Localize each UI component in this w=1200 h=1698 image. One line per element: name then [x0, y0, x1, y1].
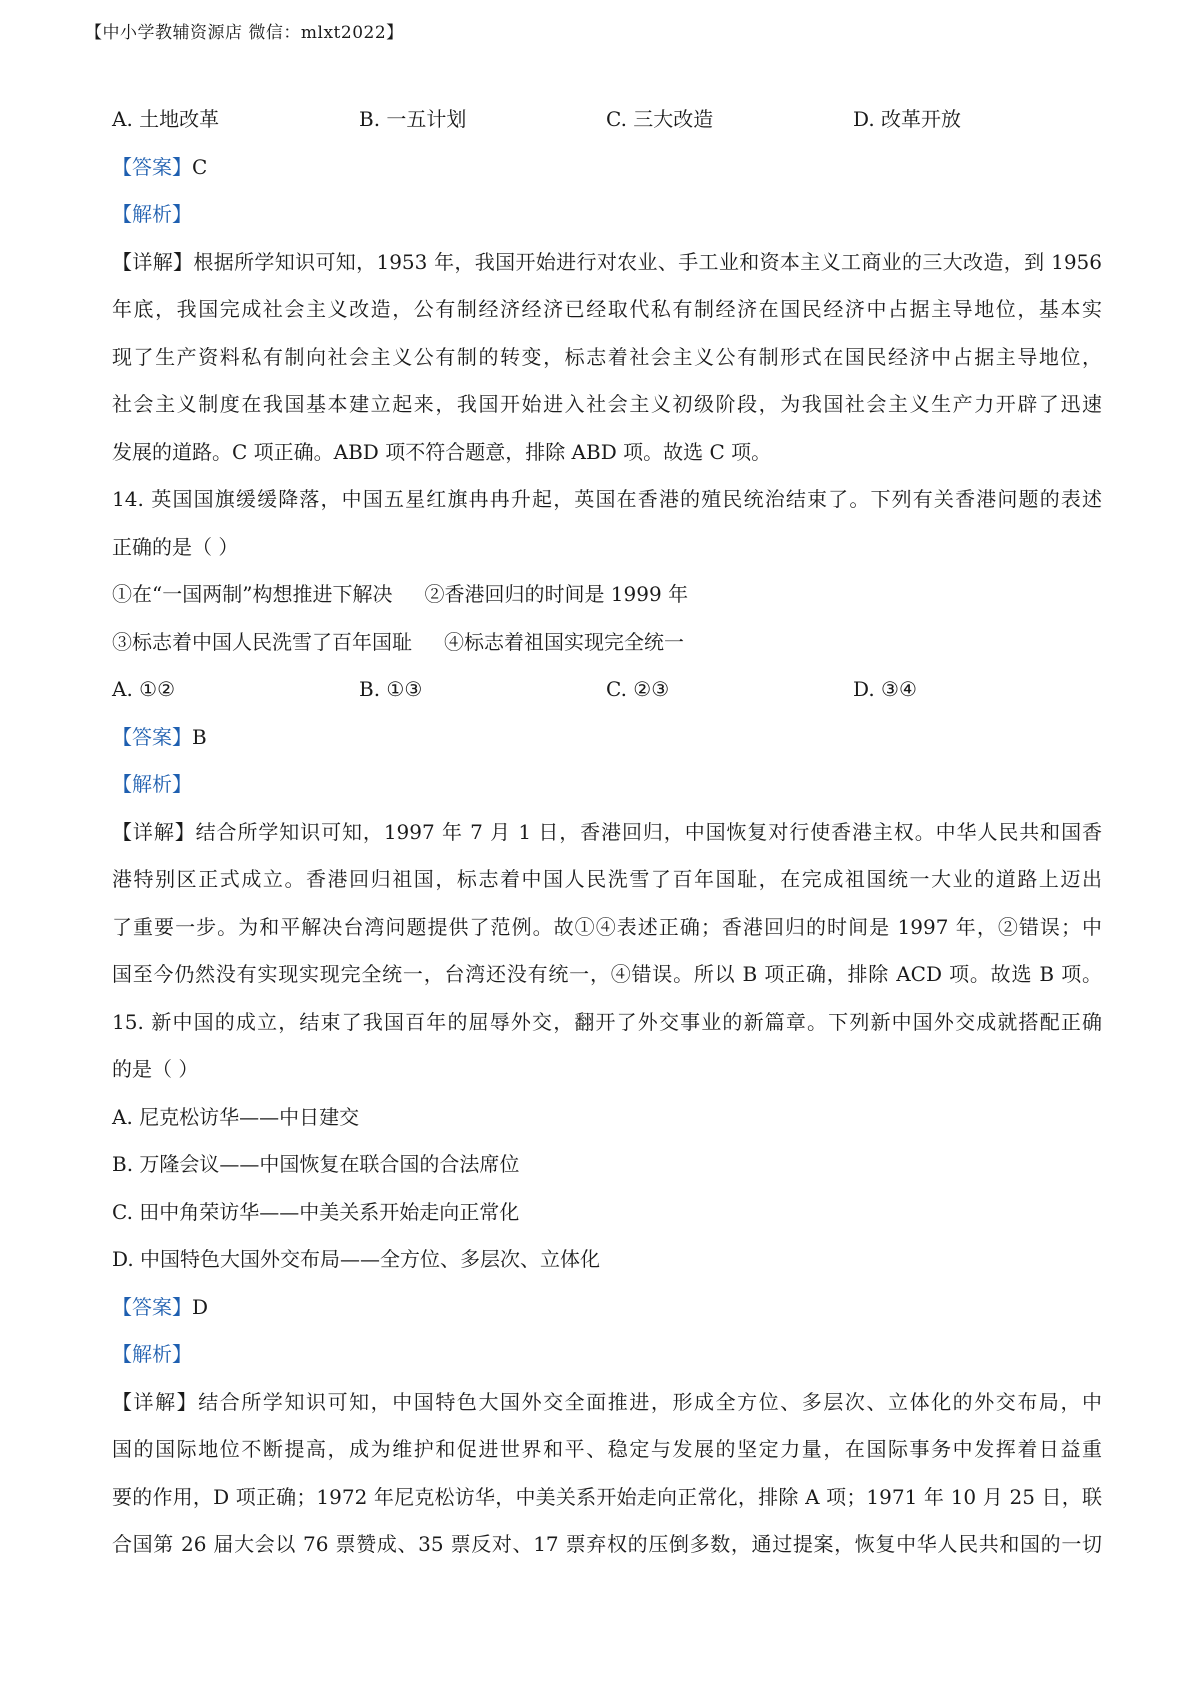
- detail-text: 结合所学知识可知，中国特色大国外交全面推进，形成全方位、多层次、立体化的外交布局，中: [198, 1389, 1103, 1414]
- q14-statements-row: [112, 619, 1102, 667]
- q15-detail-line: 合国第 26 届大会以 76 票赞成、35 票反对、17 票弃权的压倒多数，通过提案，恢复中华人民共和国的一切: [112, 1532, 1102, 1556]
- q13-option-c: C. 三大改造: [606, 107, 714, 131]
- q15-option-a: A. 尼克松访华——中日建交: [112, 1104, 360, 1129]
- q13-detail-line: 现了生产资料私有制向社会主义公有制的转变，标志着社会主义公有制形式在国民经济中占据主导地位，: [112, 344, 1102, 369]
- q14-detail-line: [112, 809, 1102, 857]
- q15-option-d: D. 中国特色大国外交布局——全方位、多层次、立体化: [112, 1247, 601, 1271]
- q14-stem: 14. 英国国旗缓缓降落，中国五星红旗冉冉升起，英国在香港的殖民统治结束了。下列有关香港问题的表述: [112, 487, 1102, 511]
- q13-answer: [112, 144, 1102, 192]
- q15-detail-line: 国的国际地位不断提高，成为维护和促进世界和平、稳定与发展的坚定力量，在国际事务中发挥着日益重: [112, 1437, 1102, 1461]
- q14-stem: 正确的是（ ）: [112, 534, 239, 559]
- q13-detail-line: 年底，我国完成社会主义改造，公有制经济经济已经取代私有制经济在国民经济中占据主导地位，基本实: [112, 297, 1102, 321]
- q14-answer: [112, 714, 1102, 762]
- q14-option-c: C. ②③: [606, 677, 670, 701]
- q14-detail-line: 了重要一步。为和平解决台湾问题提供了范例。故①④表述正确；香港回归的时间是 1997 年，②错误；中: [112, 914, 1102, 939]
- detail-text: 结合所学知识可知，1997 年 7 月 1 日，香港回归，中国恢复对行使香港主权。中华人民共和国香: [195, 819, 1102, 844]
- analysis-tag: 【解析】: [112, 1342, 192, 1366]
- q13-analysis: [112, 191, 1102, 239]
- answer-tag: 【答案】: [112, 724, 192, 749]
- q14-detail-line: 国至今仍然没有实现实现完全统一，台湾还没有统一，④错误。所以 B 项正确，排除 ACD 项。故选 B 项。: [112, 962, 1102, 986]
- q14-option-d: D. ③④: [853, 677, 917, 701]
- answer-tag: 【答案】: [112, 154, 192, 179]
- q14-statement-2: ②香港回归的时间是 1999 年: [424, 582, 689, 606]
- analysis-tag: 【解析】: [112, 202, 192, 226]
- q14-detail-line: 港特别区正式成立。香港回归祖国，标志着中国人民洗雪了百年国耻，在完成祖国统一大业的道路上迈出: [112, 867, 1102, 891]
- q14-statement-4: ④标志着祖国实现完全统一: [444, 629, 684, 654]
- q13-detail-line: 发展的道路。C 项正确。ABD 项不符合题意，排除 ABD 项。故选 C 项。: [112, 439, 772, 464]
- q15-option-c: C. 田中角荣访华——中美关系开始走向正常化: [112, 1199, 520, 1224]
- answer-tag: 【答案】: [112, 1294, 192, 1319]
- detail-text: 根据所学知识可知，1953 年，我国开始进行对农业、手工业和资本主义工商业的三大改造，到 1956: [193, 249, 1103, 274]
- q13-option-d: D. 改革开放: [853, 107, 962, 131]
- q15-answer: [112, 1284, 1102, 1332]
- q15-detail-line: [112, 1379, 1102, 1427]
- detail-tag: 【详解】: [112, 249, 194, 274]
- q14-statements-row: [112, 571, 1102, 619]
- q15-stem: 15. 新中国的成立，结束了我国百年的屈辱外交，翻开了外交事业的新篇章。下列新中国外交成就搭配正确: [112, 1009, 1102, 1034]
- answer-value: C: [192, 154, 208, 179]
- q13-options: [112, 96, 1102, 144]
- q14-statement-1: ①在“一国两制”构想推进下解决: [112, 582, 393, 606]
- q13-detail-line: [112, 239, 1102, 287]
- q13-option-b: B. 一五计划: [359, 107, 467, 131]
- answer-value: B: [192, 724, 207, 749]
- answer-value: D: [192, 1294, 209, 1319]
- q15-analysis: [112, 1331, 1102, 1379]
- page-header-watermark: 【中小学教辅资源店 微信：mlxt2022】: [85, 23, 404, 43]
- q13-option-a: A. 土地改革: [112, 107, 220, 131]
- q14-options: [112, 666, 1102, 714]
- analysis-tag: 【解析】: [112, 772, 192, 796]
- detail-tag: 【详解】: [112, 819, 196, 844]
- q15-detail-line: 要的作用，D 项正确；1972 年尼克松访华，中美关系开始走向正常化，排除 A 项；1971 年 10 月 25 日，联: [112, 1484, 1102, 1509]
- q14-option-b: B. ①③: [359, 677, 423, 701]
- document-body: [112, 96, 1102, 1569]
- detail-tag: 【详解】: [112, 1389, 199, 1414]
- q13-detail-line: 社会主义制度在我国基本建立起来，我国开始进入社会主义初级阶段，为我国社会主义生产力开辟了迅速: [112, 392, 1102, 416]
- q14-statement-3: ③标志着中国人民洗雪了百年国耻: [112, 629, 412, 654]
- q14-analysis: [112, 761, 1102, 809]
- q14-option-a: A. ①②: [112, 677, 176, 701]
- q15-option-b: B. 万隆会议——中国恢复在联合国的合法席位: [112, 1152, 520, 1176]
- q15-stem: 的是（ ）: [112, 1057, 199, 1081]
